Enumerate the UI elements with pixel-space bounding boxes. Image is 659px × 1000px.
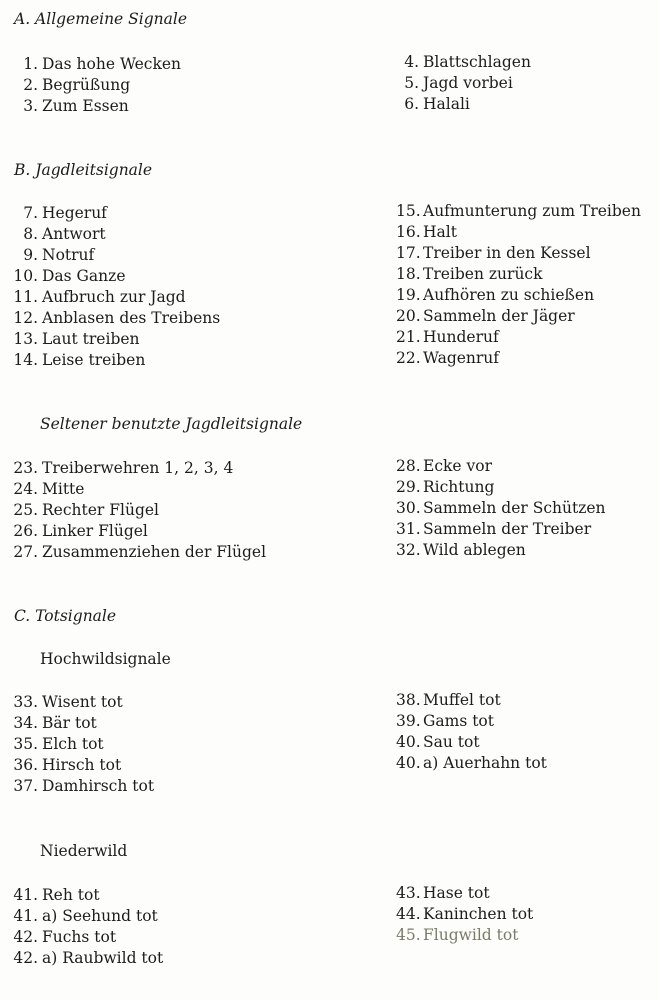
- list-item: [396, 477, 606, 498]
- hochwild-right-list: [396, 690, 547, 774]
- item-label: a) Seehund tot: [42, 907, 158, 925]
- item-label: Muffel tot: [423, 691, 501, 709]
- list-item: [396, 306, 641, 327]
- item-label: Das Ganze: [42, 267, 126, 285]
- hochwild-left-list: [0, 692, 154, 797]
- item-number: 2.: [23, 76, 38, 94]
- item-number: 14.: [13, 351, 38, 369]
- list-item: [396, 285, 641, 306]
- item-number: 10.: [13, 267, 38, 285]
- item-label: Antwort: [42, 225, 106, 243]
- list-item: [396, 540, 606, 561]
- item-number: 4.: [404, 53, 419, 71]
- item-label: Ecke vor: [423, 457, 492, 475]
- niederwild-right-list: [396, 883, 533, 946]
- item-label: Zum Essen: [42, 97, 129, 115]
- item-label: Aufmunterung zum Treiben: [423, 202, 641, 220]
- item-number: 16.: [396, 223, 421, 241]
- list-item: [396, 73, 531, 94]
- item-number: 13.: [13, 330, 38, 348]
- item-label: Sammeln der Treiber: [423, 520, 592, 538]
- section-b2-left-list: [0, 458, 266, 563]
- list-item: [396, 711, 547, 732]
- item-number: 34.: [13, 714, 38, 732]
- item-number: 17.: [396, 244, 421, 262]
- list-item: [0, 521, 266, 542]
- list-item: [0, 266, 220, 287]
- list-item: [396, 498, 606, 519]
- list-item: [396, 883, 533, 904]
- item-number: 44.: [396, 905, 421, 923]
- item-label: Hunderuf: [423, 328, 499, 346]
- section-c-heading: C. Totsignale: [14, 607, 117, 625]
- niederwild-heading: Niederwild: [40, 842, 128, 860]
- item-label: Jagd vorbei: [423, 74, 513, 92]
- item-number: 1.: [23, 55, 38, 73]
- item-number: 40.: [396, 754, 421, 772]
- item-label: Aufbruch zur Jagd: [42, 288, 186, 306]
- list-item: [396, 732, 547, 753]
- item-label: Halt: [423, 223, 457, 241]
- item-label: Fuchs tot: [42, 928, 117, 946]
- list-item: [0, 96, 181, 117]
- section-a-right-list: [396, 52, 531, 115]
- item-label: Treiben zurück: [423, 265, 543, 283]
- list-item: [396, 348, 641, 369]
- list-item: [0, 224, 220, 245]
- section-b-right-list: [396, 201, 641, 369]
- list-item: [0, 948, 163, 969]
- section-a-heading: A. Allgemeine Signale: [14, 10, 188, 28]
- item-number: 15.: [396, 202, 421, 220]
- item-number: 24.: [13, 480, 38, 498]
- item-number: 20.: [396, 307, 421, 325]
- list-item: [396, 519, 606, 540]
- list-item: [0, 734, 154, 755]
- list-item: [0, 885, 163, 906]
- list-item: [396, 94, 531, 115]
- item-number: 3.: [23, 97, 38, 115]
- list-item: [0, 203, 220, 224]
- item-label: Das hohe Wecken: [42, 55, 182, 73]
- list-item: [0, 54, 181, 75]
- item-number: 21.: [396, 328, 421, 346]
- item-number: 5.: [404, 74, 419, 92]
- section-b-heading: B. Jagdleitsignale: [14, 161, 153, 179]
- list-item: [0, 75, 181, 96]
- item-label: Linker Flügel: [42, 522, 148, 540]
- item-number: 41.: [13, 907, 38, 925]
- item-label: a) Raubwild tot: [42, 949, 164, 967]
- item-number: 37.: [13, 777, 38, 795]
- item-number: 41.: [13, 886, 38, 904]
- item-number: 35.: [13, 735, 38, 753]
- list-item: [0, 755, 154, 776]
- item-label: Hase tot: [423, 884, 490, 902]
- item-number: 40.: [396, 733, 421, 751]
- list-item: [0, 245, 220, 266]
- list-item: [0, 479, 266, 500]
- section-b2-heading: Seltener benutzte Jagdleitsignale: [40, 415, 303, 433]
- item-number: 30.: [396, 499, 421, 517]
- item-label: Bär tot: [42, 714, 97, 732]
- list-item: [0, 287, 220, 308]
- item-number: 12.: [13, 309, 38, 327]
- list-item: [0, 776, 154, 797]
- item-label: Wagenruf: [423, 349, 500, 367]
- item-number: 32.: [396, 541, 421, 559]
- item-label: Richtung: [423, 478, 495, 496]
- niederwild-left-list: [0, 885, 163, 969]
- list-item: [396, 243, 641, 264]
- list-item: [396, 925, 533, 946]
- item-number: 22.: [396, 349, 421, 367]
- item-label: Reh tot: [42, 886, 100, 904]
- item-label: Sammeln der Jäger: [423, 307, 575, 325]
- item-number: 8.: [23, 225, 38, 243]
- item-label: Begrüßung: [42, 76, 131, 94]
- list-item: [0, 458, 266, 479]
- item-number: 42.: [13, 928, 38, 946]
- item-number: 11.: [13, 288, 38, 306]
- item-label: Rechter Flügel: [42, 501, 159, 519]
- item-label: Sammeln der Schützen: [423, 499, 606, 517]
- list-item: [396, 753, 547, 774]
- list-item: [0, 906, 163, 927]
- item-number: 38.: [396, 691, 421, 709]
- item-label: Laut treiben: [42, 330, 140, 348]
- list-item: [0, 713, 154, 734]
- list-item: [0, 692, 154, 713]
- item-number: 28.: [396, 457, 421, 475]
- item-number: 29.: [396, 478, 421, 496]
- list-item: [0, 542, 266, 563]
- item-label: Hegeruf: [42, 204, 107, 222]
- item-number: 18.: [396, 265, 421, 283]
- item-label: Hirsch tot: [42, 756, 122, 774]
- item-label: Sau tot: [423, 733, 480, 751]
- item-number: 26.: [13, 522, 38, 540]
- item-number: 33.: [13, 693, 38, 711]
- item-label: Leise treiben: [42, 351, 146, 369]
- item-label: Wisent tot: [42, 693, 123, 711]
- item-label: Treiber in den Kessel: [423, 244, 591, 262]
- list-item: [396, 52, 531, 73]
- item-label: Kaninchen tot: [423, 905, 534, 923]
- item-label: Mitte: [42, 480, 85, 498]
- item-label: Zusammenziehen der Flügel: [42, 543, 267, 561]
- list-item: [396, 264, 641, 285]
- list-item: [396, 222, 641, 243]
- list-item: [396, 327, 641, 348]
- item-number: 7.: [23, 204, 38, 222]
- item-label: Halali: [423, 95, 470, 113]
- list-item: [0, 500, 266, 521]
- item-number: 39.: [396, 712, 421, 730]
- item-label: Wild ablegen: [423, 541, 526, 559]
- section-a-left-list: [0, 54, 181, 117]
- hochwild-heading: Hochwildsignale: [40, 650, 171, 668]
- item-label: Treiberwehren 1, 2, 3, 4: [42, 459, 234, 477]
- item-number: 9.: [23, 246, 38, 264]
- item-number: 36.: [13, 756, 38, 774]
- item-number: 19.: [396, 286, 421, 304]
- list-item: [0, 350, 220, 371]
- item-label: Flugwild tot: [423, 926, 519, 944]
- item-number: 43.: [396, 884, 421, 902]
- item-number: 42.: [13, 949, 38, 967]
- list-item: [396, 456, 606, 477]
- list-item: [0, 927, 163, 948]
- item-label: Blattschlagen: [423, 53, 531, 71]
- item-label: Aufhören zu schießen: [423, 286, 595, 304]
- list-item: [0, 308, 220, 329]
- item-label: a) Auerhahn tot: [423, 754, 547, 772]
- list-item: [396, 201, 641, 222]
- item-label: Notruf: [42, 246, 95, 264]
- item-number: 31.: [396, 520, 421, 538]
- item-label: Damhirsch tot: [42, 777, 155, 795]
- section-b2-right-list: [396, 456, 606, 561]
- item-label: Anblasen des Treibens: [42, 309, 221, 327]
- item-number: 6.: [404, 95, 419, 113]
- list-item: [396, 690, 547, 711]
- list-item: [0, 329, 220, 350]
- item-number: 27.: [13, 543, 38, 561]
- item-number: 25.: [13, 501, 38, 519]
- item-number: 45.: [396, 926, 421, 944]
- item-label: Elch tot: [42, 735, 104, 753]
- list-item: [396, 904, 533, 925]
- section-b-left-list: [0, 203, 220, 371]
- item-number: 23.: [13, 459, 38, 477]
- item-label: Gams tot: [423, 712, 494, 730]
